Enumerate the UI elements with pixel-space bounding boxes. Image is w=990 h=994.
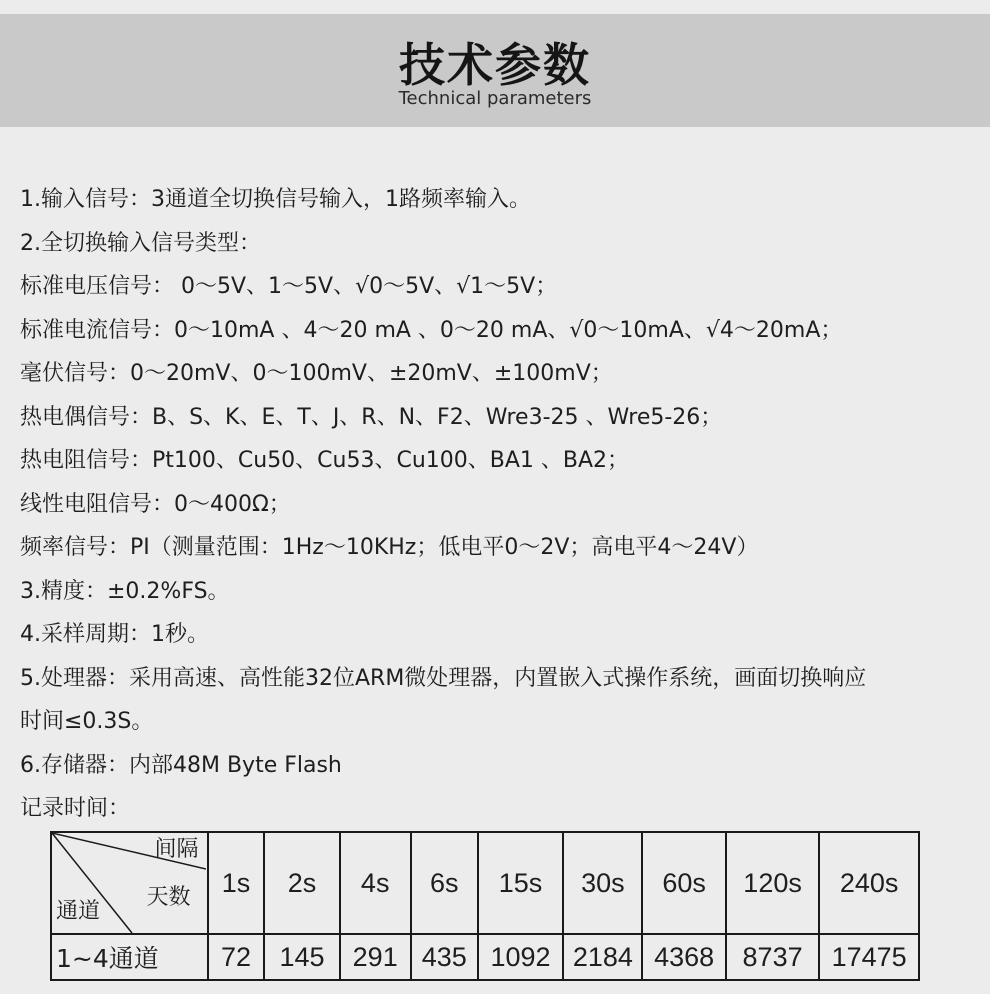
interval-header: 30s [563,832,642,934]
interval-header: 4s [340,832,411,934]
corner-label-days: 天数 [146,885,191,910]
param-line: 6.存储器：内部48M Byte Flash [20,752,342,778]
param-line: 标准电流信号：0～10mA 、4～20 mA 、0～20 mA、√0～10mA、√4～20mA； [20,317,843,343]
days-value: 72 [208,934,265,980]
param-line: 标准电压信号： 0～5V、1～5V、√0～5V、√1～5V； [20,274,558,299]
param-line: 频率信号：PI（测量范围：1Hz～10KHz；低电平0～2V；高电平4～24V） [20,535,759,560]
interval-header: 60s [642,832,725,934]
param-line: 4.采样周期：1秒。 [20,622,209,647]
param-line: 3.精度：±0.2%FS。 [20,578,230,604]
param-line: 毫伏信号：0～20mV、0～100mV、±20mV、±100mV； [20,361,613,386]
days-value: 291 [340,934,411,980]
days-value: 435 [411,934,478,980]
corner-label-channel: 通道 [56,899,101,924]
corner-label-interval: 间隔 [154,837,199,862]
interval-header: 6s [411,832,478,934]
days-value: 4368 [642,934,725,980]
table-row [51,934,919,980]
page-subtitle: Technical parameters [398,88,592,109]
channel-label: 1~4通道 [51,934,208,980]
param-line: 热电偶信号：B、S、K、E、T、J、R、N、F2、Wre3-25 、Wre5-26； [20,404,723,430]
param-line: 5.处理器：采用高速、高性能32位ARM微处理器，内置嵌入式操作系统，画面切换响应 [20,665,867,691]
table-corner-cell [51,832,208,934]
param-line: 1.输入信号：3通道全切换信号输入，1路频率输入。 [20,187,531,212]
days-value: 17475 [819,934,919,980]
interval-header: 120s [726,832,820,934]
table-header-row [51,832,919,934]
page-title: 技术参数 [399,38,591,92]
days-value: 145 [264,934,339,980]
header-banner [0,14,990,127]
interval-header: 240s [819,832,919,934]
parameter-list [20,178,980,831]
days-value: 1092 [478,934,563,980]
param-line: 时间≤0.3S。 [20,709,154,734]
record-time-table [50,831,920,981]
param-line: 2.全切换输入信号类型： [20,230,261,256]
interval-header: 2s [264,832,339,934]
days-value: 8737 [726,934,820,980]
interval-header: 1s [208,832,265,934]
param-line: 热电阻信号：Pt100、Cu50、Cu53、Cu100、BA1 、BA2； [20,448,630,473]
param-line: 线性电阻信号：0～400Ω； [20,491,291,517]
interval-header: 15s [478,832,563,934]
param-line: 记录时间： [20,796,131,821]
days-value: 2184 [563,934,642,980]
